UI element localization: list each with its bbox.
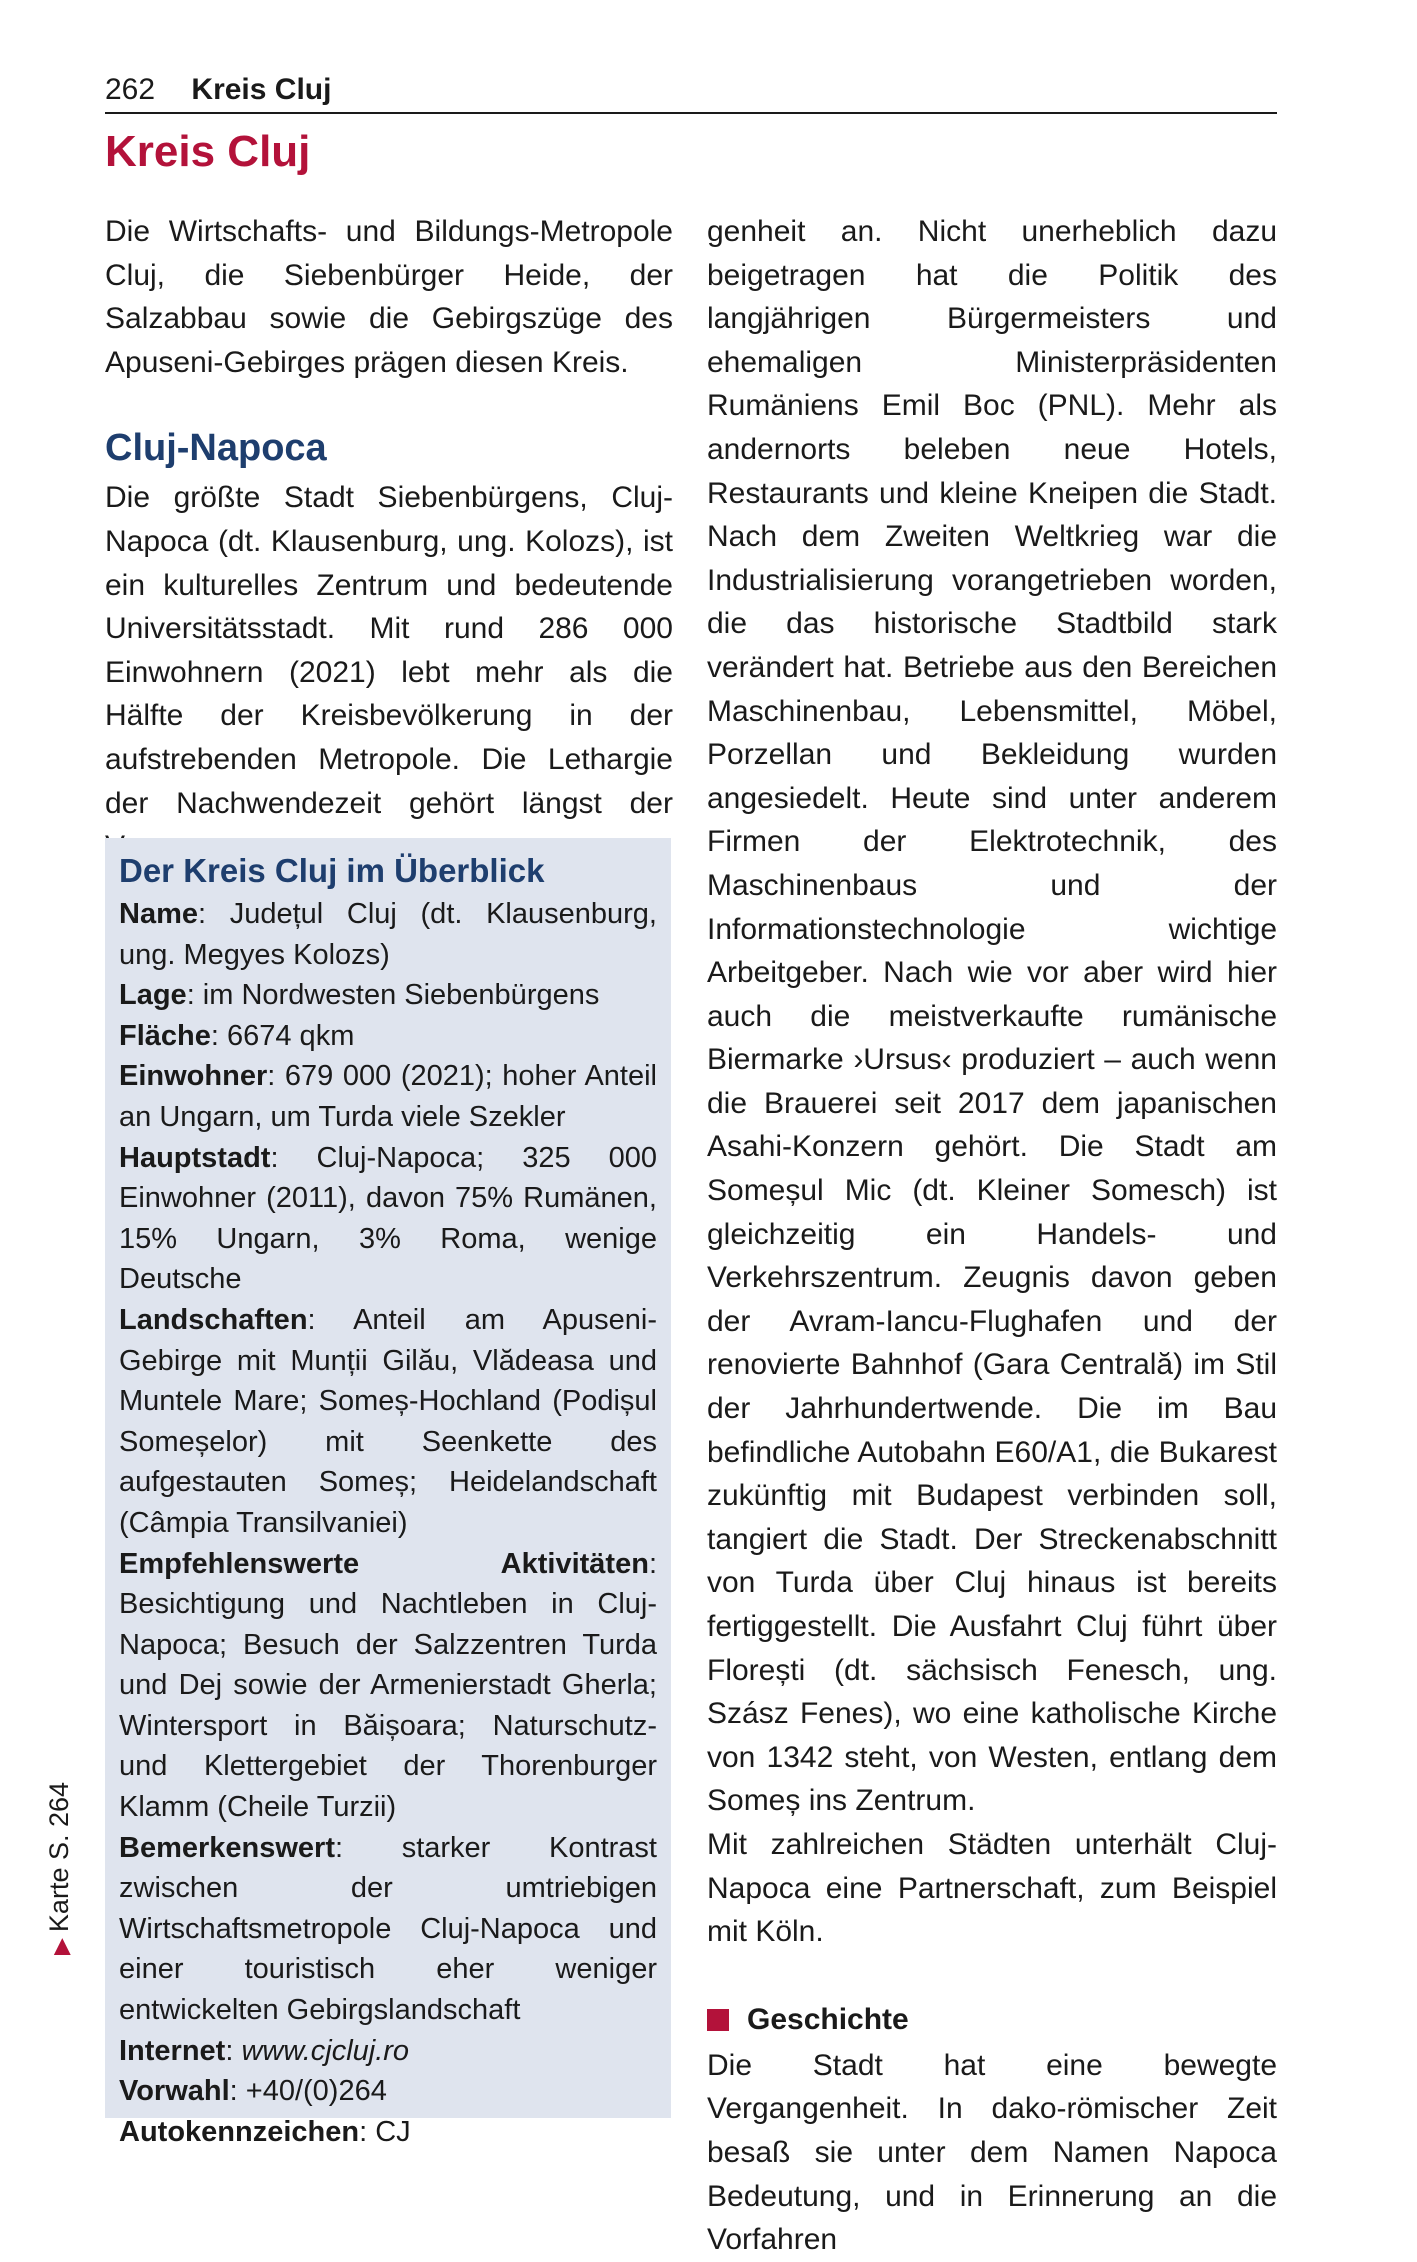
infobox-key: Landschaften [119,1303,308,1336]
section-paragraph-partnership: Mit zahlreichen Städten unterhält Cluj-Napoca eine Partnerschaft, zum Beispiel mit Köln. [707,1827,1277,1949]
infobox-value: : starker Kontrast zwischen der umtriebigen Wirtschaftsmetropole Cluj-Napoca und einer touristisch eher weniger entwickelten Gebirgslandschaft [119,1831,657,2027]
square-bullet-icon [707,2009,729,2031]
section-title: Cluj-Napoca [105,427,327,470]
infobox-entry [119,1300,657,1544]
infobox-entry [119,975,657,1016]
page-number: 262 [105,73,156,106]
infobox-value: : 679 000 (2021); hoher Anteil an Ungarn, um Turda viele Szekler [119,1060,657,1133]
infobox-entry-internet: Internet: www.cjcluj.ro [119,2034,410,2067]
infobox-key: Internet [119,2034,226,2067]
infobox-entry [119,1828,657,2031]
infobox-value: : 6674 qkm [210,1019,355,1052]
infobox-title: Der Kreis Cluj im Überblick [119,852,545,889]
infobox-entry [119,1056,657,1137]
infobox-key: Autokennzeichen [119,2115,360,2148]
infobox-key: Einwohner [119,1060,268,1093]
section-paragraph-right: genheit an. Nicht unerheblich dazu beigetragen hat die Politik des langjährigen Bürgermeisters und ehemaligen Ministerpräsidenten Rumäniens Emil Boc (PNL). Mehr als andernorts beleben neue Hotels, Restaurants und kleine Kneipen die Stadt. Nach dem Zweiten Weltkrieg war die Industrialisierung vorangetrieben worden, die das historische Stadtbild stark verändert hat. Betriebe aus den Bereichen Maschinenbau, Lebensmittel, Möbel, Porzellan und Bekleidung wurden angesiedelt. Heute sind unter anderem Firmen der Elektrotechnik, des Maschinenbaus und der Informationstechnologie wichtige Arbeitgeber. Nach wie vor aber wird hier auch die meistverkaufte rumänische Biermarke ›Ursus‹ produziert – auch wenn die Brauerei seit 2017 dem japanischen Asahi-Konzern gehört. Die Stadt am Someșul Mic (dt. Kleiner Somesch) ist gleichzeitig ein Handels- und Verkehrszentrum. Zeugnis davon geben der Avram-Iancu-Flughafen und der renovierte Bahnhof (Gara Centrală) im Stil der Jahrhundertwende. Die im Bau befindliche Autobahn E60/A1, die Bukarest zukünftig mit Budapest verbinden soll, tangiert die Stadt. Der Streckenabschnitt von Turda über Cluj hinaus ist bereits fertiggestellt. Die Ausfahrt Cluj führt über Florești (dt. sächsisch Fenesch, ung. Szász Fenes), wo eine katholische Kirche von 1342 steht, von Westen, entlang dem Someș ins Zentrum. [707,215,1277,1818]
infobox-key: Fläche [119,1019,211,1052]
infobox-entry-kfz [119,2112,657,2153]
infobox-key: Name [119,898,198,930]
map-reference-label: Karte S. 264 [44,1781,74,1933]
history-paragraph: Die Stadt hat eine bewegte Vergangenheit. In dako-römischer Zeit besaß sie unter dem Namen Napoca Bedeutung, und in Erinnerung an die Vorfahren [707,2048,1277,2257]
infobox-key: Empfehlenswerte Aktivitäten [119,1547,649,1580]
chapter-title: Kreis Cluj [105,127,311,176]
infobox-value: : Cluj-Napoca; 325 000 Einwohner (2011), davon 75% Rumänen, 15% Ungarn, 3% Roma, wenige Deutsche [119,1141,657,1296]
infobox-entry [119,1016,657,1057]
infobox-key: Bemerkenswert [119,1831,335,1864]
infobox-key: Hauptstadt [119,1141,271,1174]
infobox-entry [119,1544,657,1828]
website-link[interactable]: www.cjcluj.ro [241,2034,410,2067]
arrow-right-icon: ▶ [48,1938,73,1955]
infobox-value: : Anteil am Apuseni-Gebirge mit Munții Gilău, Vlădeasa und Muntele Mare; Someș-Hochland (Podișul Someșelor) mit Seenkette des aufgestauten Someș; Heidelandschaft (Câmpia Transilvaniei) [119,1303,657,1539]
infobox-entry [119,894,657,975]
running-title: Kreis Cluj [191,73,332,106]
infobox-entry [119,1138,657,1300]
map-reference[interactable] [44,1782,76,1955]
history-heading [707,2000,1277,2040]
history-title: Geschichte [747,2002,909,2036]
intro-paragraph: Die Wirtschafts- und Bildungs-Metropole Cluj, die Siebenbürger Heide, der Salzabbau sowie die Gebirgszüge des Apuseni-Gebirges prägen diesen Kreis. [105,215,673,379]
running-head [105,70,1277,114]
overview-infobox [105,838,671,2148]
infobox-value: : Județul Cluj (dt. Klausenburg, ung. Megyes Kolozs) [119,898,657,971]
right-column [707,210,1277,2262]
section-paragraph-left: Die größte Stadt Siebenbürgens, Cluj-Napoca (dt. Klausenburg, ung. Kolozs), ist ein kulturelles Zentrum und bedeutende Universitätsstadt. Mit rund 286 000 Einwohnern (2021) lebt mehr als die Hälfte der Kreisbevölkerung in der aufstrebenden Metropole. Die Lethargie der Nachwendezeit gehört längst der [105,481,673,820]
infobox-value: : +40/(0)264 [229,2075,387,2108]
infobox-value: : CJ [359,2115,411,2148]
left-column [105,210,673,869]
infobox-value: : im Nordwesten Siebenbürgens [186,979,600,1012]
infobox-entry-vorwahl [119,2071,657,2112]
infobox-key: Vorwahl [119,2075,230,2108]
infobox-key: Lage [119,979,187,1012]
infobox-value: : Besichtigung und Nachtleben in Cluj-Napoca; Besuch der Salzzentren Turda und Dej sowie der Armenierstadt Gherla; Wintersport in Băișoara; Naturschutz- und Klettergebiet der Thorenburger Klamm (Cheile Turzii) [119,1547,657,1824]
